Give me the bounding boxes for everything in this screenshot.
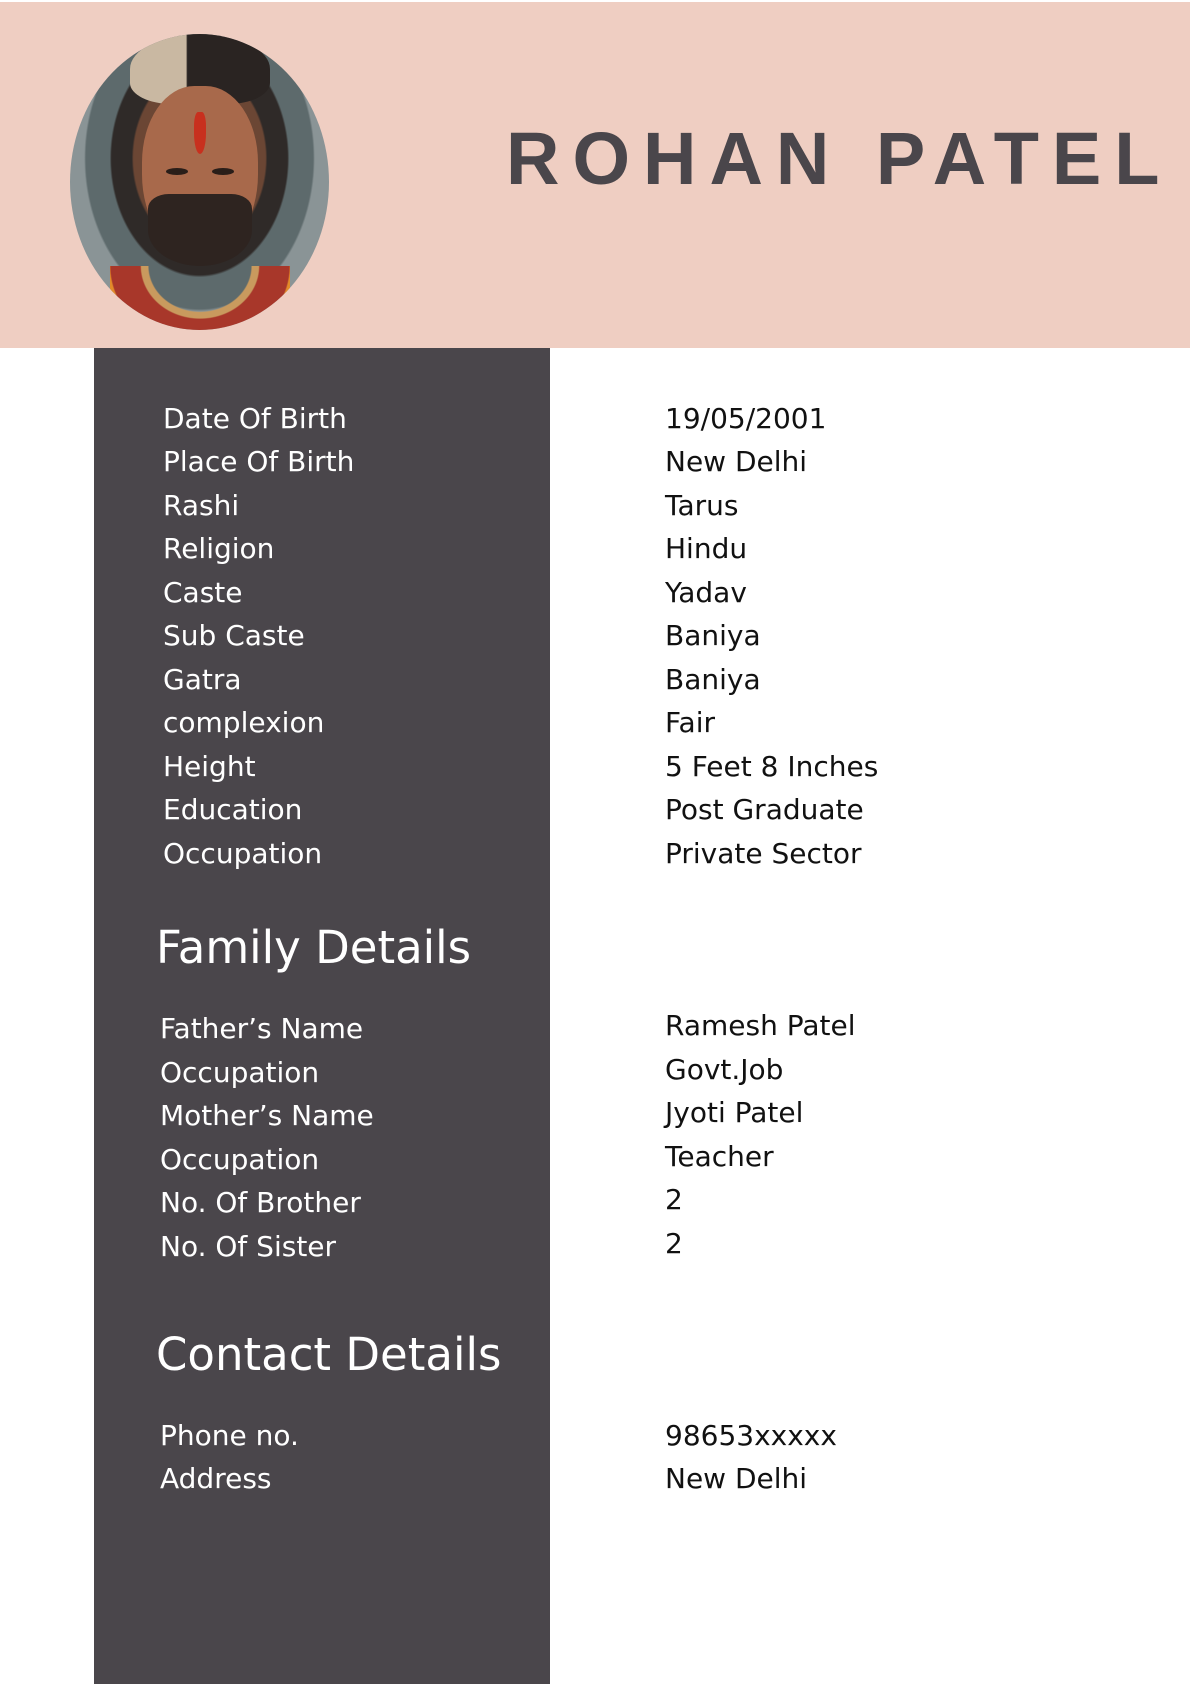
- detail-value: 19/05/2001: [665, 402, 827, 435]
- photo-necklace: [110, 266, 290, 330]
- detail-label: Occupation: [160, 1056, 320, 1089]
- detail-label: Occupation: [163, 837, 323, 870]
- family-row-father-name: [0, 1007, 1191, 1050]
- detail-value: Baniya: [665, 663, 761, 696]
- detail-label: complexion: [163, 706, 325, 739]
- detail-label: Date Of Birth: [163, 402, 347, 435]
- detail-value: New Delhi: [665, 1462, 808, 1495]
- detail-value: Teacher: [665, 1140, 774, 1173]
- detail-label: Religion: [163, 532, 275, 565]
- detail-row-occupation: [0, 832, 1191, 875]
- detail-value: 98653xxxxx: [665, 1419, 837, 1452]
- detail-label: Rashi: [163, 489, 240, 522]
- family-row-sisters: [0, 1225, 1191, 1268]
- detail-row-height: [0, 745, 1191, 788]
- detail-label: Occupation: [160, 1143, 320, 1176]
- detail-row-complexion: [0, 701, 1191, 744]
- detail-label: Gatra: [163, 663, 242, 696]
- detail-value: Post Graduate: [665, 793, 864, 826]
- photo-beard: [148, 194, 252, 266]
- photo-eye-left: [166, 168, 188, 175]
- detail-label: Height: [163, 750, 256, 783]
- detail-row-sub-caste: [0, 614, 1191, 657]
- detail-label: Education: [163, 793, 303, 826]
- family-details-heading: Family Details: [156, 921, 472, 974]
- photo-eye-right: [212, 168, 234, 175]
- candidate-name: ROHAN PATEL: [506, 117, 1173, 200]
- contact-row-phone: [0, 1414, 1191, 1457]
- detail-label: Father’s Name: [160, 1012, 364, 1045]
- detail-label: Sub Caste: [163, 619, 305, 652]
- detail-label: Phone no.: [160, 1419, 299, 1452]
- detail-value: 2: [665, 1183, 683, 1216]
- detail-value: 2: [665, 1227, 683, 1260]
- detail-value: Hindu: [665, 532, 748, 565]
- detail-value: Tarus: [665, 489, 739, 522]
- contact-row-address: [0, 1457, 1191, 1500]
- profile-photo: [70, 34, 329, 330]
- detail-row-place-of-birth: [0, 440, 1191, 483]
- detail-value: Govt.Job: [665, 1053, 784, 1086]
- detail-value: 5 Feet 8 Inches: [665, 750, 879, 783]
- header-band: [0, 2, 1190, 348]
- detail-label: No. Of Sister: [160, 1230, 337, 1263]
- family-row-mother-occupation: [0, 1138, 1191, 1181]
- family-row-mother-name: [0, 1094, 1191, 1137]
- detail-label: Caste: [163, 576, 243, 609]
- detail-value: Baniya: [665, 619, 761, 652]
- detail-label: Mother’s Name: [160, 1099, 374, 1132]
- family-row-brothers: [0, 1181, 1191, 1224]
- detail-row-religion: [0, 527, 1191, 570]
- detail-row-date-of-birth: [0, 397, 1191, 440]
- contact-details-heading: Contact Details: [156, 1328, 502, 1381]
- detail-value: Yadav: [665, 576, 747, 609]
- detail-row-education: [0, 788, 1191, 831]
- detail-value: Jyoti Patel: [665, 1096, 804, 1129]
- detail-label: Address: [160, 1462, 272, 1495]
- detail-row-caste: [0, 571, 1191, 614]
- detail-label: No. Of Brother: [160, 1186, 361, 1219]
- detail-value: New Delhi: [665, 445, 808, 478]
- detail-value: Fair: [665, 706, 715, 739]
- detail-row-rashi: [0, 484, 1191, 527]
- detail-value: Ramesh Patel: [665, 1009, 856, 1042]
- detail-label: Place Of Birth: [163, 445, 355, 478]
- photo-tilak: [194, 112, 206, 154]
- detail-value: Private Sector: [665, 837, 862, 870]
- family-row-father-occupation: [0, 1051, 1191, 1094]
- detail-row-gatra: [0, 658, 1191, 701]
